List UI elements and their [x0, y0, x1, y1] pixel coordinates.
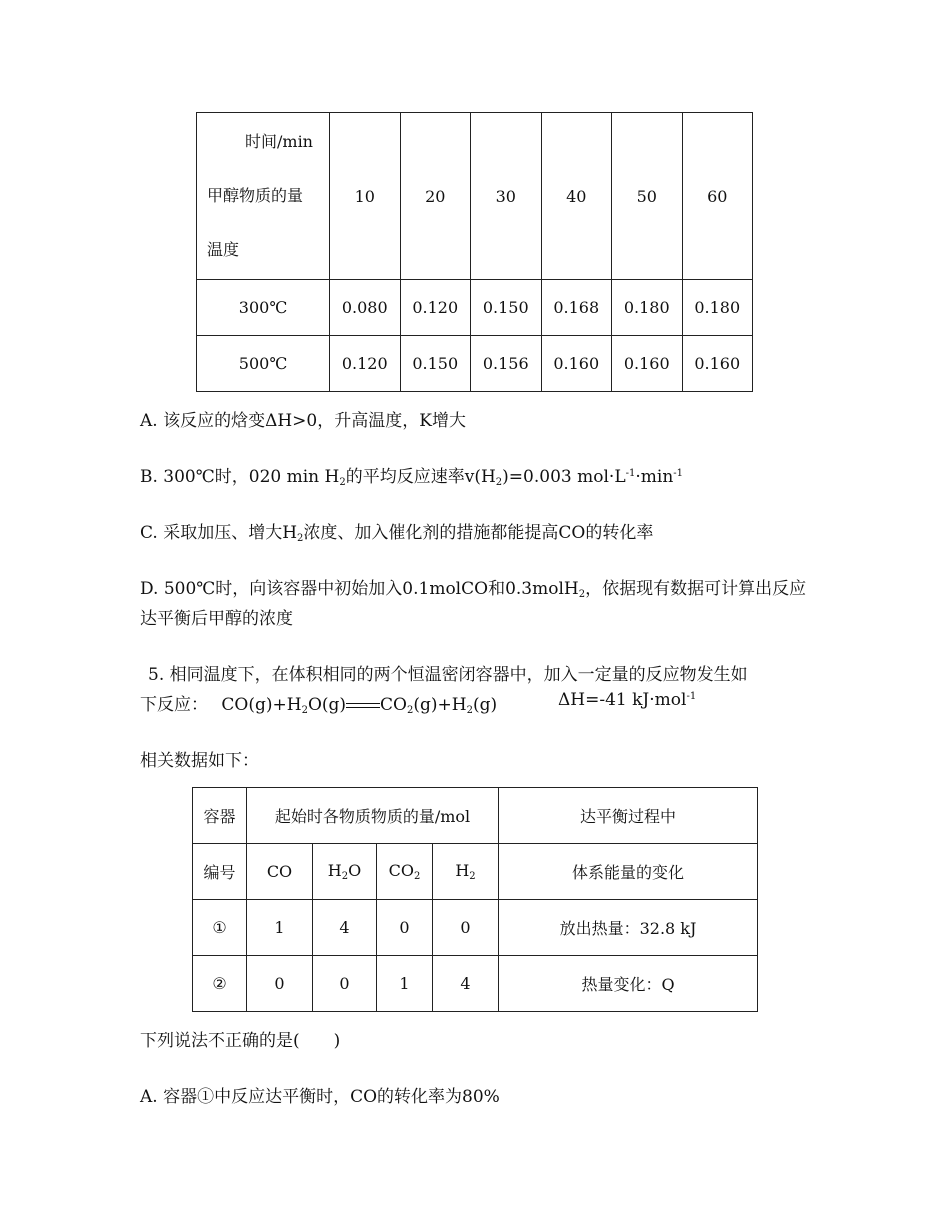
- table-header-row: [197, 113, 753, 280]
- value-cell: 4: [313, 900, 377, 956]
- option-c-text: 浓度、加入催化剂的措施都能提高CO的转化率: [303, 523, 654, 543]
- table-row: [193, 956, 758, 1012]
- energy-header: 达平衡过程中: [499, 788, 758, 844]
- value-cell: 0: [433, 900, 499, 956]
- value-cell: 0: [377, 900, 433, 956]
- question-5-stem: 5. 相同温度下，在体积相同的两个恒温密闭容器中，加入一定量的反应物发生如: [148, 665, 748, 685]
- energy-cell: 热量变化：Q: [499, 956, 758, 1012]
- subscript: 2: [301, 705, 308, 716]
- value-cell: 0.160: [682, 336, 753, 392]
- time-cell: 40: [541, 113, 612, 280]
- data-intro: 相关数据如下：: [140, 751, 259, 771]
- value-cell: 0.156: [471, 336, 542, 392]
- header-time-label: 时间/min: [245, 132, 313, 151]
- value-cell: 0.080: [330, 280, 401, 336]
- value-cell: 4: [433, 956, 499, 1012]
- energy-cell: 放出热量：32.8 kJ: [499, 900, 758, 956]
- subscript: 2: [297, 533, 304, 544]
- subscript: 2: [469, 871, 476, 882]
- subscript: 2: [339, 477, 346, 488]
- species-label: CO: [266, 862, 293, 881]
- time-cell: 30: [471, 113, 542, 280]
- subscript: 2: [578, 589, 586, 600]
- species-label: H: [455, 861, 470, 880]
- table-row: [193, 900, 758, 956]
- superscript: -1: [686, 691, 697, 702]
- value-cell: 0.160: [612, 336, 683, 392]
- option-b-text: )=0.003 mol·L: [502, 467, 626, 487]
- value-cell: 1: [377, 956, 433, 1012]
- vessel-data-table: [192, 787, 758, 1012]
- value-cell: 0.180: [682, 280, 753, 336]
- option-b: [140, 462, 683, 488]
- superscript: -1: [625, 468, 636, 479]
- superscript: -1: [673, 468, 684, 479]
- reactant: CO(g)+H: [221, 695, 302, 715]
- species-cell: [377, 844, 433, 900]
- value-cell: 0.150: [471, 280, 542, 336]
- vessel-header: 容器: [193, 788, 247, 844]
- value-cell: 0.180: [612, 280, 683, 336]
- species-label: CO: [388, 861, 414, 880]
- table-header-row: [193, 844, 758, 900]
- value-cell: 0: [313, 956, 377, 1012]
- species-label: O: [348, 861, 362, 880]
- subscript: 2: [341, 871, 349, 882]
- vessel-id-cell: ①: [193, 900, 247, 956]
- time-cell: 10: [330, 113, 401, 280]
- subscript: 2: [407, 705, 414, 716]
- time-cell: 60: [682, 113, 753, 280]
- product: (g): [472, 695, 498, 715]
- subscript: 2: [413, 871, 421, 882]
- temp-label-cell: 500℃: [197, 336, 330, 392]
- reaction-intro: 下反应：: [140, 695, 208, 715]
- option-b-text: B. 300℃时，020 min H: [140, 467, 340, 487]
- option-c-text: C. 采取加压、增大H: [140, 523, 298, 543]
- value-cell: 0.168: [541, 280, 612, 336]
- equilibrium-sign: [346, 701, 380, 711]
- header-temp-label: 温度: [207, 240, 240, 259]
- temp-label-cell: 300℃: [197, 280, 330, 336]
- energy-header: 体系能量的变化: [499, 844, 758, 900]
- time-cell: 50: [612, 113, 683, 280]
- value-cell: 0.120: [400, 280, 471, 336]
- species-cell: [313, 844, 377, 900]
- enthalpy-text: ΔH=-41 kJ·mol: [558, 690, 687, 710]
- subscript: 2: [466, 705, 473, 716]
- diagonal-header-cell: [197, 113, 330, 280]
- vessel-id-cell: ②: [193, 956, 247, 1012]
- option-d: [140, 574, 806, 600]
- table-header-row: [193, 788, 758, 844]
- enthalpy-change: [558, 690, 696, 710]
- table-row: [197, 336, 753, 392]
- value-cell: 1: [247, 900, 313, 956]
- option-d-text: D. 500℃时，向该容器中初始加入0.1molCO和0.3molH: [140, 579, 579, 599]
- time-cell: 20: [400, 113, 471, 280]
- value-cell: 0.160: [541, 336, 612, 392]
- header-amount-label: 甲醇物质的量: [207, 186, 304, 205]
- species-cell: [433, 844, 499, 900]
- option-c: [140, 518, 653, 544]
- option-a-q5: A. 容器①中反应达平衡时，CO的转化率为80%: [140, 1087, 500, 1107]
- reactant: O(g): [307, 695, 347, 715]
- reaction-equation: [221, 695, 497, 715]
- initial-amount-header: 起始时各物质物质的量/mol: [247, 788, 499, 844]
- species-cell: [247, 844, 313, 900]
- value-cell: 0.120: [330, 336, 401, 392]
- option-b-text: 的平均反应速率v(H: [345, 467, 496, 487]
- option-d-line2: 达平衡后甲醇的浓度: [140, 609, 293, 629]
- value-cell: 0: [247, 956, 313, 1012]
- subscript: 2: [495, 477, 503, 488]
- methanol-data-table: [196, 112, 753, 392]
- question-5-reaction: [140, 690, 497, 716]
- product: CO: [380, 695, 407, 715]
- option-b-text: ·min: [635, 467, 674, 487]
- option-d-text: ，依据现有数据可计算出反应: [585, 579, 807, 599]
- species-label: H: [327, 861, 342, 880]
- vessel-header: 编号: [193, 844, 247, 900]
- question-prompt: 下列说法不正确的是( ): [140, 1031, 341, 1051]
- value-cell: 0.150: [400, 336, 471, 392]
- product: (g)+H: [413, 695, 467, 715]
- option-a: A. 该反应的焓变ΔH>0，升高温度，K增大: [140, 411, 466, 431]
- table-row: [197, 280, 753, 336]
